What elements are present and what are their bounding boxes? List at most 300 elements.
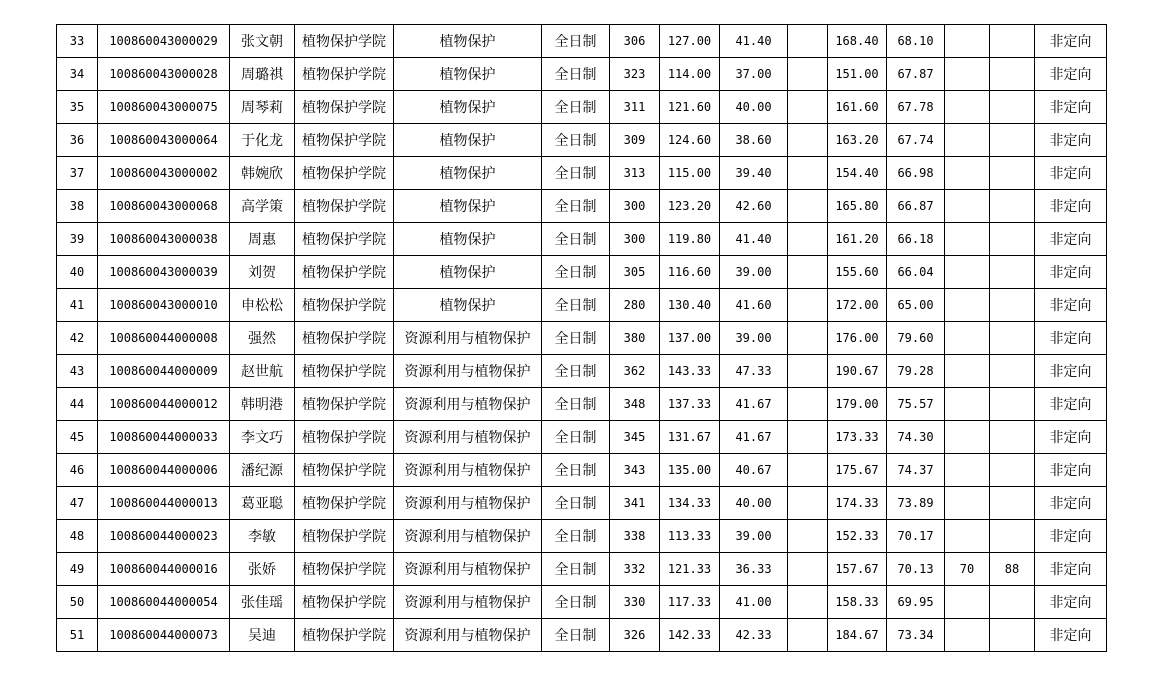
- cell-student-id: 100860044000033: [98, 421, 230, 454]
- cell-student-name: 张文朝: [230, 25, 295, 58]
- cell-preliminary-score: 326: [610, 619, 660, 652]
- cell-extra-score: 39.40: [720, 157, 788, 190]
- table-row: [57, 586, 1107, 619]
- cell-study-mode: 全日制: [542, 256, 610, 289]
- cell-row-number: 43: [57, 355, 98, 388]
- cell-extra-b: [990, 157, 1035, 190]
- cell-total-score: 165.80: [828, 190, 887, 223]
- cell-college: 植物保护学院: [295, 355, 394, 388]
- cell-orientation: 非定向: [1035, 619, 1107, 652]
- cell-total-score: 152.33: [828, 520, 887, 553]
- cell-orientation: 非定向: [1035, 355, 1107, 388]
- cell-extra-b: [990, 586, 1035, 619]
- cell-extra-score: 39.00: [720, 256, 788, 289]
- cell-total-score: 157.67: [828, 553, 887, 586]
- cell-extra-b: [990, 454, 1035, 487]
- cell-extra-b: 88: [990, 553, 1035, 586]
- table-row: [57, 553, 1107, 586]
- cell-composite-score: 70.17: [887, 520, 945, 553]
- cell-orientation: 非定向: [1035, 586, 1107, 619]
- cell-total-score: 158.33: [828, 586, 887, 619]
- cell-college: 植物保护学院: [295, 58, 394, 91]
- cell-extra-score: 41.67: [720, 388, 788, 421]
- cell-college: 植物保护学院: [295, 454, 394, 487]
- cell-college: 植物保护学院: [295, 619, 394, 652]
- cell-total-score: 175.67: [828, 454, 887, 487]
- cell-retest-score: 121.33: [660, 553, 720, 586]
- cell-total-score: 190.67: [828, 355, 887, 388]
- cell-row-number: 46: [57, 454, 98, 487]
- table-row: [57, 157, 1107, 190]
- cell-blank-col: [788, 322, 828, 355]
- cell-composite-score: 66.04: [887, 256, 945, 289]
- cell-student-name: 张佳瑶: [230, 586, 295, 619]
- cell-composite-score: 66.18: [887, 223, 945, 256]
- cell-preliminary-score: 343: [610, 454, 660, 487]
- cell-extra-score: 42.60: [720, 190, 788, 223]
- cell-row-number: 35: [57, 91, 98, 124]
- cell-preliminary-score: 345: [610, 421, 660, 454]
- cell-extra-a: [945, 586, 990, 619]
- cell-extra-b: [990, 421, 1035, 454]
- cell-retest-score: 131.67: [660, 421, 720, 454]
- cell-retest-score: 135.00: [660, 454, 720, 487]
- cell-extra-score: 39.00: [720, 520, 788, 553]
- cell-student-id: 100860044000073: [98, 619, 230, 652]
- cell-extra-b: [990, 520, 1035, 553]
- cell-blank-col: [788, 91, 828, 124]
- cell-orientation: 非定向: [1035, 520, 1107, 553]
- cell-major: 资源利用与植物保护: [394, 619, 542, 652]
- cell-preliminary-score: 341: [610, 487, 660, 520]
- cell-student-id: 100860044000016: [98, 553, 230, 586]
- cell-retest-score: 142.33: [660, 619, 720, 652]
- cell-total-score: 173.33: [828, 421, 887, 454]
- cell-extra-b: [990, 58, 1035, 91]
- cell-student-name: 强然: [230, 322, 295, 355]
- cell-student-id: 100860043000068: [98, 190, 230, 223]
- cell-extra-score: 47.33: [720, 355, 788, 388]
- cell-student-name: 于化龙: [230, 124, 295, 157]
- cell-preliminary-score: 300: [610, 190, 660, 223]
- cell-extra-b: [990, 355, 1035, 388]
- cell-extra-b: [990, 487, 1035, 520]
- cell-student-name: 韩婉欣: [230, 157, 295, 190]
- cell-total-score: 174.33: [828, 487, 887, 520]
- cell-composite-score: 73.34: [887, 619, 945, 652]
- table-row: [57, 520, 1107, 553]
- cell-composite-score: 79.60: [887, 322, 945, 355]
- cell-orientation: 非定向: [1035, 553, 1107, 586]
- cell-orientation: 非定向: [1035, 289, 1107, 322]
- cell-college: 植物保护学院: [295, 487, 394, 520]
- cell-student-name: 周璐祺: [230, 58, 295, 91]
- cell-blank-col: [788, 190, 828, 223]
- cell-orientation: 非定向: [1035, 487, 1107, 520]
- table-row: [57, 454, 1107, 487]
- cell-composite-score: 67.87: [887, 58, 945, 91]
- cell-retest-score: 119.80: [660, 223, 720, 256]
- cell-college: 植物保护学院: [295, 223, 394, 256]
- cell-extra-a: [945, 124, 990, 157]
- cell-orientation: 非定向: [1035, 256, 1107, 289]
- cell-total-score: 151.00: [828, 58, 887, 91]
- cell-total-score: 168.40: [828, 25, 887, 58]
- cell-blank-col: [788, 157, 828, 190]
- cell-major: 植物保护: [394, 58, 542, 91]
- cell-student-name: 张娇: [230, 553, 295, 586]
- cell-extra-score: 40.00: [720, 487, 788, 520]
- cell-study-mode: 全日制: [542, 355, 610, 388]
- cell-major: 资源利用与植物保护: [394, 355, 542, 388]
- cell-composite-score: 74.37: [887, 454, 945, 487]
- cell-extra-b: [990, 619, 1035, 652]
- cell-row-number: 45: [57, 421, 98, 454]
- cell-extra-a: 70: [945, 553, 990, 586]
- cell-student-id: 100860043000038: [98, 223, 230, 256]
- cell-extra-score: 41.67: [720, 421, 788, 454]
- cell-extra-a: [945, 355, 990, 388]
- cell-student-name: 周琴莉: [230, 91, 295, 124]
- cell-blank-col: [788, 487, 828, 520]
- cell-college: 植物保护学院: [295, 157, 394, 190]
- cell-extra-score: 41.60: [720, 289, 788, 322]
- cell-retest-score: 134.33: [660, 487, 720, 520]
- cell-college: 植物保护学院: [295, 586, 394, 619]
- cell-composite-score: 66.98: [887, 157, 945, 190]
- table-row: [57, 256, 1107, 289]
- cell-composite-score: 67.78: [887, 91, 945, 124]
- cell-blank-col: [788, 619, 828, 652]
- cell-preliminary-score: 313: [610, 157, 660, 190]
- cell-study-mode: 全日制: [542, 322, 610, 355]
- cell-extra-a: [945, 58, 990, 91]
- cell-student-name: 刘贺: [230, 256, 295, 289]
- cell-extra-a: [945, 289, 990, 322]
- cell-extra-a: [945, 454, 990, 487]
- cell-major: 资源利用与植物保护: [394, 520, 542, 553]
- cell-student-id: 100860044000013: [98, 487, 230, 520]
- cell-student-id: 100860044000009: [98, 355, 230, 388]
- cell-blank-col: [788, 520, 828, 553]
- cell-extra-a: [945, 157, 990, 190]
- cell-composite-score: 74.30: [887, 421, 945, 454]
- cell-orientation: 非定向: [1035, 322, 1107, 355]
- table-row: [57, 355, 1107, 388]
- cell-study-mode: 全日制: [542, 91, 610, 124]
- cell-extra-score: 39.00: [720, 322, 788, 355]
- cell-extra-a: [945, 25, 990, 58]
- cell-extra-score: 36.33: [720, 553, 788, 586]
- cell-orientation: 非定向: [1035, 157, 1107, 190]
- cell-extra-a: [945, 256, 990, 289]
- cell-study-mode: 全日制: [542, 124, 610, 157]
- cell-row-number: 36: [57, 124, 98, 157]
- cell-study-mode: 全日制: [542, 487, 610, 520]
- cell-extra-b: [990, 289, 1035, 322]
- table-row: [57, 619, 1107, 652]
- cell-college: 植物保护学院: [295, 91, 394, 124]
- cell-study-mode: 全日制: [542, 520, 610, 553]
- cell-college: 植物保护学院: [295, 520, 394, 553]
- cell-student-id: 100860044000023: [98, 520, 230, 553]
- cell-student-name: 吴迪: [230, 619, 295, 652]
- cell-extra-score: 41.00: [720, 586, 788, 619]
- cell-student-name: 赵世航: [230, 355, 295, 388]
- cell-study-mode: 全日制: [542, 553, 610, 586]
- cell-row-number: 51: [57, 619, 98, 652]
- cell-major: 资源利用与植物保护: [394, 421, 542, 454]
- cell-college: 植物保护学院: [295, 25, 394, 58]
- cell-preliminary-score: 330: [610, 586, 660, 619]
- cell-student-id: 100860043000028: [98, 58, 230, 91]
- cell-row-number: 48: [57, 520, 98, 553]
- cell-orientation: 非定向: [1035, 454, 1107, 487]
- cell-extra-b: [990, 124, 1035, 157]
- cell-orientation: 非定向: [1035, 223, 1107, 256]
- cell-row-number: 40: [57, 256, 98, 289]
- cell-preliminary-score: 280: [610, 289, 660, 322]
- cell-extra-b: [990, 190, 1035, 223]
- cell-study-mode: 全日制: [542, 619, 610, 652]
- cell-orientation: 非定向: [1035, 124, 1107, 157]
- cell-row-number: 37: [57, 157, 98, 190]
- cell-study-mode: 全日制: [542, 58, 610, 91]
- cell-major: 资源利用与植物保护: [394, 322, 542, 355]
- cell-orientation: 非定向: [1035, 388, 1107, 421]
- cell-row-number: 34: [57, 58, 98, 91]
- cell-blank-col: [788, 586, 828, 619]
- cell-blank-col: [788, 388, 828, 421]
- table-row: [57, 58, 1107, 91]
- cell-composite-score: 68.10: [887, 25, 945, 58]
- cell-major: 植物保护: [394, 190, 542, 223]
- table-body: [57, 25, 1107, 652]
- cell-study-mode: 全日制: [542, 421, 610, 454]
- cell-blank-col: [788, 355, 828, 388]
- cell-retest-score: 114.00: [660, 58, 720, 91]
- cell-orientation: 非定向: [1035, 421, 1107, 454]
- cell-composite-score: 69.95: [887, 586, 945, 619]
- cell-student-name: 韩明港: [230, 388, 295, 421]
- cell-row-number: 47: [57, 487, 98, 520]
- cell-college: 植物保护学院: [295, 322, 394, 355]
- cell-preliminary-score: 323: [610, 58, 660, 91]
- cell-study-mode: 全日制: [542, 289, 610, 322]
- cell-student-name: 申松松: [230, 289, 295, 322]
- cell-composite-score: 65.00: [887, 289, 945, 322]
- cell-retest-score: 130.40: [660, 289, 720, 322]
- cell-blank-col: [788, 58, 828, 91]
- cell-total-score: 163.20: [828, 124, 887, 157]
- cell-total-score: 154.40: [828, 157, 887, 190]
- cell-total-score: 184.67: [828, 619, 887, 652]
- cell-extra-b: [990, 388, 1035, 421]
- cell-college: 植物保护学院: [295, 421, 394, 454]
- cell-preliminary-score: 305: [610, 256, 660, 289]
- cell-extra-score: 38.60: [720, 124, 788, 157]
- cell-study-mode: 全日制: [542, 388, 610, 421]
- cell-total-score: 176.00: [828, 322, 887, 355]
- table-row: [57, 190, 1107, 223]
- cell-extra-b: [990, 223, 1035, 256]
- cell-total-score: 172.00: [828, 289, 887, 322]
- cell-extra-a: [945, 619, 990, 652]
- table-row: [57, 91, 1107, 124]
- cell-blank-col: [788, 223, 828, 256]
- cell-student-id: 100860043000064: [98, 124, 230, 157]
- cell-preliminary-score: 309: [610, 124, 660, 157]
- cell-total-score: 155.60: [828, 256, 887, 289]
- cell-student-id: 100860043000002: [98, 157, 230, 190]
- cell-major: 资源利用与植物保护: [394, 487, 542, 520]
- cell-composite-score: 70.13: [887, 553, 945, 586]
- admission-results-table: [56, 24, 1107, 652]
- cell-preliminary-score: 380: [610, 322, 660, 355]
- table-row: [57, 421, 1107, 454]
- cell-blank-col: [788, 454, 828, 487]
- cell-major: 植物保护: [394, 157, 542, 190]
- cell-retest-score: 137.33: [660, 388, 720, 421]
- cell-major: 植物保护: [394, 124, 542, 157]
- cell-extra-b: [990, 256, 1035, 289]
- cell-college: 植物保护学院: [295, 190, 394, 223]
- cell-blank-col: [788, 421, 828, 454]
- cell-major: 植物保护: [394, 289, 542, 322]
- cell-major: 资源利用与植物保护: [394, 553, 542, 586]
- cell-total-score: 179.00: [828, 388, 887, 421]
- cell-extra-score: 42.33: [720, 619, 788, 652]
- cell-student-name: 李敏: [230, 520, 295, 553]
- cell-student-name: 周惠: [230, 223, 295, 256]
- cell-row-number: 33: [57, 25, 98, 58]
- cell-student-id: 100860044000006: [98, 454, 230, 487]
- cell-study-mode: 全日制: [542, 454, 610, 487]
- cell-extra-a: [945, 421, 990, 454]
- cell-blank-col: [788, 124, 828, 157]
- cell-preliminary-score: 332: [610, 553, 660, 586]
- cell-total-score: 161.60: [828, 91, 887, 124]
- cell-college: 植物保护学院: [295, 124, 394, 157]
- cell-row-number: 41: [57, 289, 98, 322]
- cell-major: 植物保护: [394, 25, 542, 58]
- cell-student-name: 潘纪源: [230, 454, 295, 487]
- cell-extra-b: [990, 322, 1035, 355]
- cell-retest-score: 123.20: [660, 190, 720, 223]
- cell-major: 资源利用与植物保护: [394, 586, 542, 619]
- cell-student-id: 100860044000054: [98, 586, 230, 619]
- cell-extra-score: 37.00: [720, 58, 788, 91]
- cell-orientation: 非定向: [1035, 91, 1107, 124]
- cell-preliminary-score: 300: [610, 223, 660, 256]
- cell-extra-a: [945, 388, 990, 421]
- cell-composite-score: 66.87: [887, 190, 945, 223]
- cell-student-id: 100860044000008: [98, 322, 230, 355]
- cell-retest-score: 121.60: [660, 91, 720, 124]
- cell-preliminary-score: 338: [610, 520, 660, 553]
- cell-student-id: 100860043000075: [98, 91, 230, 124]
- cell-student-id: 100860044000012: [98, 388, 230, 421]
- cell-major: 资源利用与植物保护: [394, 454, 542, 487]
- cell-retest-score: 143.33: [660, 355, 720, 388]
- table-row: [57, 388, 1107, 421]
- table-row: [57, 124, 1107, 157]
- cell-study-mode: 全日制: [542, 157, 610, 190]
- cell-student-id: 100860043000029: [98, 25, 230, 58]
- cell-preliminary-score: 362: [610, 355, 660, 388]
- cell-major: 资源利用与植物保护: [394, 388, 542, 421]
- cell-retest-score: 113.33: [660, 520, 720, 553]
- cell-blank-col: [788, 289, 828, 322]
- cell-retest-score: 137.00: [660, 322, 720, 355]
- cell-extra-b: [990, 25, 1035, 58]
- table-row: [57, 223, 1107, 256]
- cell-preliminary-score: 306: [610, 25, 660, 58]
- cell-blank-col: [788, 553, 828, 586]
- cell-retest-score: 124.60: [660, 124, 720, 157]
- cell-major: 植物保护: [394, 256, 542, 289]
- table-row: [57, 25, 1107, 58]
- cell-college: 植物保护学院: [295, 289, 394, 322]
- cell-retest-score: 117.33: [660, 586, 720, 619]
- cell-extra-a: [945, 91, 990, 124]
- table-row: [57, 487, 1107, 520]
- cell-student-id: 100860043000039: [98, 256, 230, 289]
- cell-student-name: 高学策: [230, 190, 295, 223]
- cell-student-name: 李文巧: [230, 421, 295, 454]
- cell-extra-score: 40.67: [720, 454, 788, 487]
- cell-study-mode: 全日制: [542, 223, 610, 256]
- cell-orientation: 非定向: [1035, 25, 1107, 58]
- cell-composite-score: 67.74: [887, 124, 945, 157]
- cell-row-number: 38: [57, 190, 98, 223]
- cell-orientation: 非定向: [1035, 58, 1107, 91]
- cell-extra-a: [945, 190, 990, 223]
- cell-retest-score: 116.60: [660, 256, 720, 289]
- cell-blank-col: [788, 256, 828, 289]
- cell-row-number: 42: [57, 322, 98, 355]
- cell-college: 植物保护学院: [295, 388, 394, 421]
- cell-study-mode: 全日制: [542, 190, 610, 223]
- cell-college: 植物保护学院: [295, 553, 394, 586]
- cell-composite-score: 79.28: [887, 355, 945, 388]
- cell-extra-a: [945, 322, 990, 355]
- cell-college: 植物保护学院: [295, 256, 394, 289]
- cell-extra-a: [945, 520, 990, 553]
- cell-extra-score: 41.40: [720, 223, 788, 256]
- cell-row-number: 49: [57, 553, 98, 586]
- cell-major: 植物保护: [394, 223, 542, 256]
- cell-orientation: 非定向: [1035, 190, 1107, 223]
- cell-study-mode: 全日制: [542, 25, 610, 58]
- cell-major: 植物保护: [394, 91, 542, 124]
- cell-composite-score: 73.89: [887, 487, 945, 520]
- cell-total-score: 161.20: [828, 223, 887, 256]
- cell-composite-score: 75.57: [887, 388, 945, 421]
- cell-student-id: 100860043000010: [98, 289, 230, 322]
- cell-preliminary-score: 348: [610, 388, 660, 421]
- cell-extra-a: [945, 487, 990, 520]
- cell-retest-score: 127.00: [660, 25, 720, 58]
- cell-blank-col: [788, 25, 828, 58]
- table-row: [57, 289, 1107, 322]
- cell-extra-a: [945, 223, 990, 256]
- table-row: [57, 322, 1107, 355]
- cell-row-number: 50: [57, 586, 98, 619]
- cell-extra-score: 41.40: [720, 25, 788, 58]
- cell-retest-score: 115.00: [660, 157, 720, 190]
- cell-extra-score: 40.00: [720, 91, 788, 124]
